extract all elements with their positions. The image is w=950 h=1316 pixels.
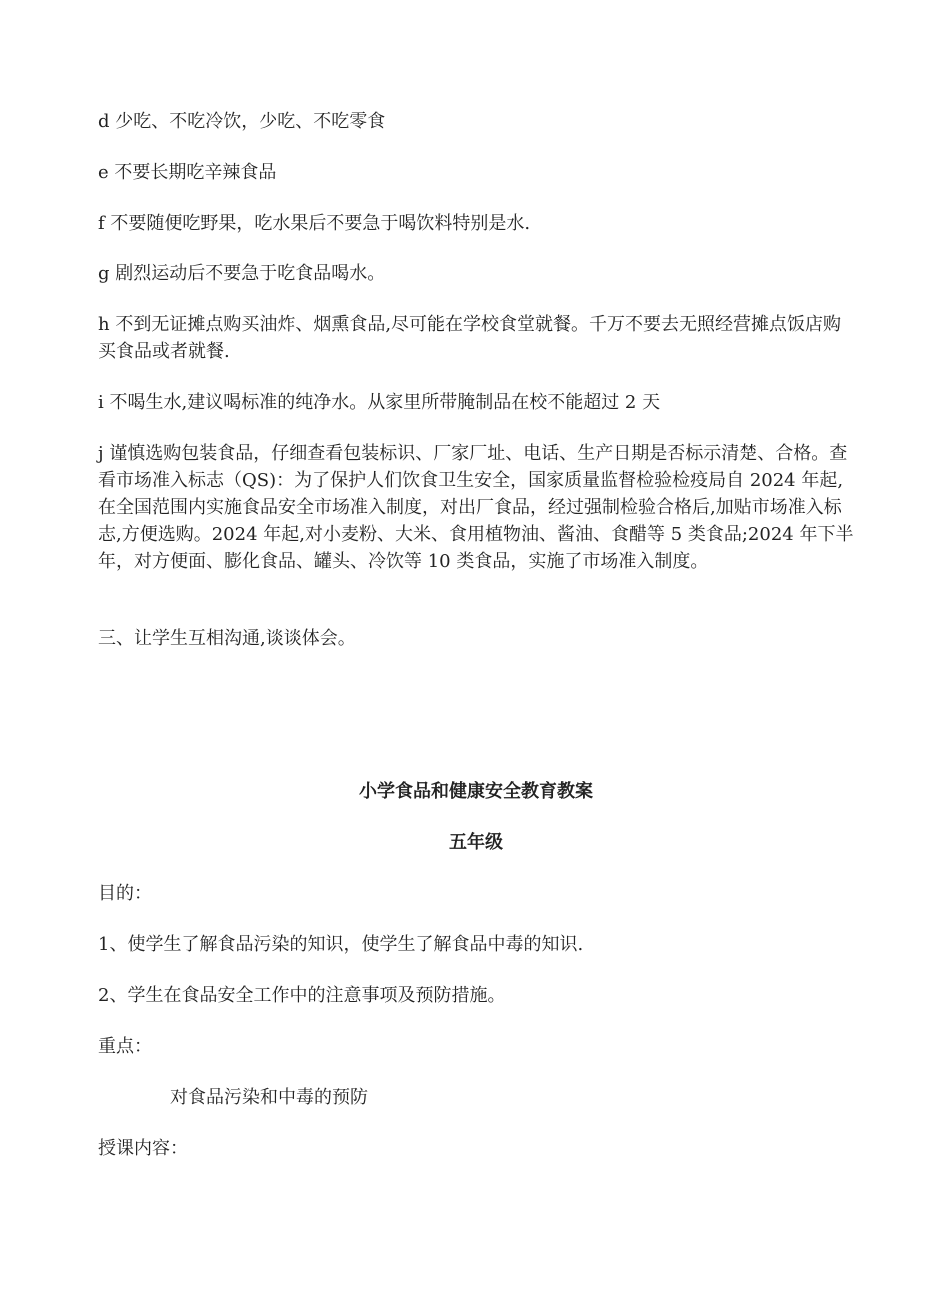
safety-tip-e: e 不要长期吃辛辣食品 [98,162,277,183]
safety-tip-g: g 剧烈运动后不要急于吃食品喝水。 [98,263,386,284]
safety-tip-i: i 不喝生水,建议喝标准的纯净水。从家里所带腌制品在校不能超过 2 天 [98,392,661,413]
purpose-label: 目的： [98,883,152,904]
safety-tip-f: f 不要随便吃野果，吃水果后不要急于喝饮料特别是水. [98,213,531,234]
focus-label: 重点： [98,1036,152,1057]
step-three: 三、让学生互相沟通,谈谈体会。 [98,628,356,649]
grade-label: 五年级 [449,832,503,853]
content-label: 授课内容： [98,1138,188,1159]
safety-tip-h: h 不到无证摊点购买油炸、烟熏食品,尽可能在学校食堂就餐。千万不要去无照经营摊点饭店购买食品或者就餐. [98,314,842,362]
safety-tip-d: d 少吃、不吃冷饮，少吃、不吃零食 [98,111,386,132]
purpose-item-2: 2、学生在食品安全工作中的注意事项及预防措施。 [98,985,506,1006]
lesson-title: 小学食品和健康安全教育教案 [359,781,593,802]
purpose-item-1: 1、使学生了解食品污染的知识，使学生了解食品中毒的知识. [98,934,584,955]
focus-text: 对食品污染和中毒的预防 [170,1087,368,1108]
safety-tip-j: j 谨慎选购包装食品，仔细查看包装标识、厂家厂址、电话、生产日期是否标示清楚、合格。查看市场准入标志（QS)：为了保护人们饮食卫生安全，国家质量监督检验检疫局自 2024 年起,在全国范围内实施食品安全市场准入制度，对出厂食品，经过强制检验合格后,加贴市场准入标志,方便选购。2024 年起,对小麦粉、大米、食用植物油、酱油、食醋等 5 类食品;2024 年下半年，对方便面、膨化食品、罐头、冷饮等 10 类食品，实施了市场准入制度。 [98,443,854,572]
